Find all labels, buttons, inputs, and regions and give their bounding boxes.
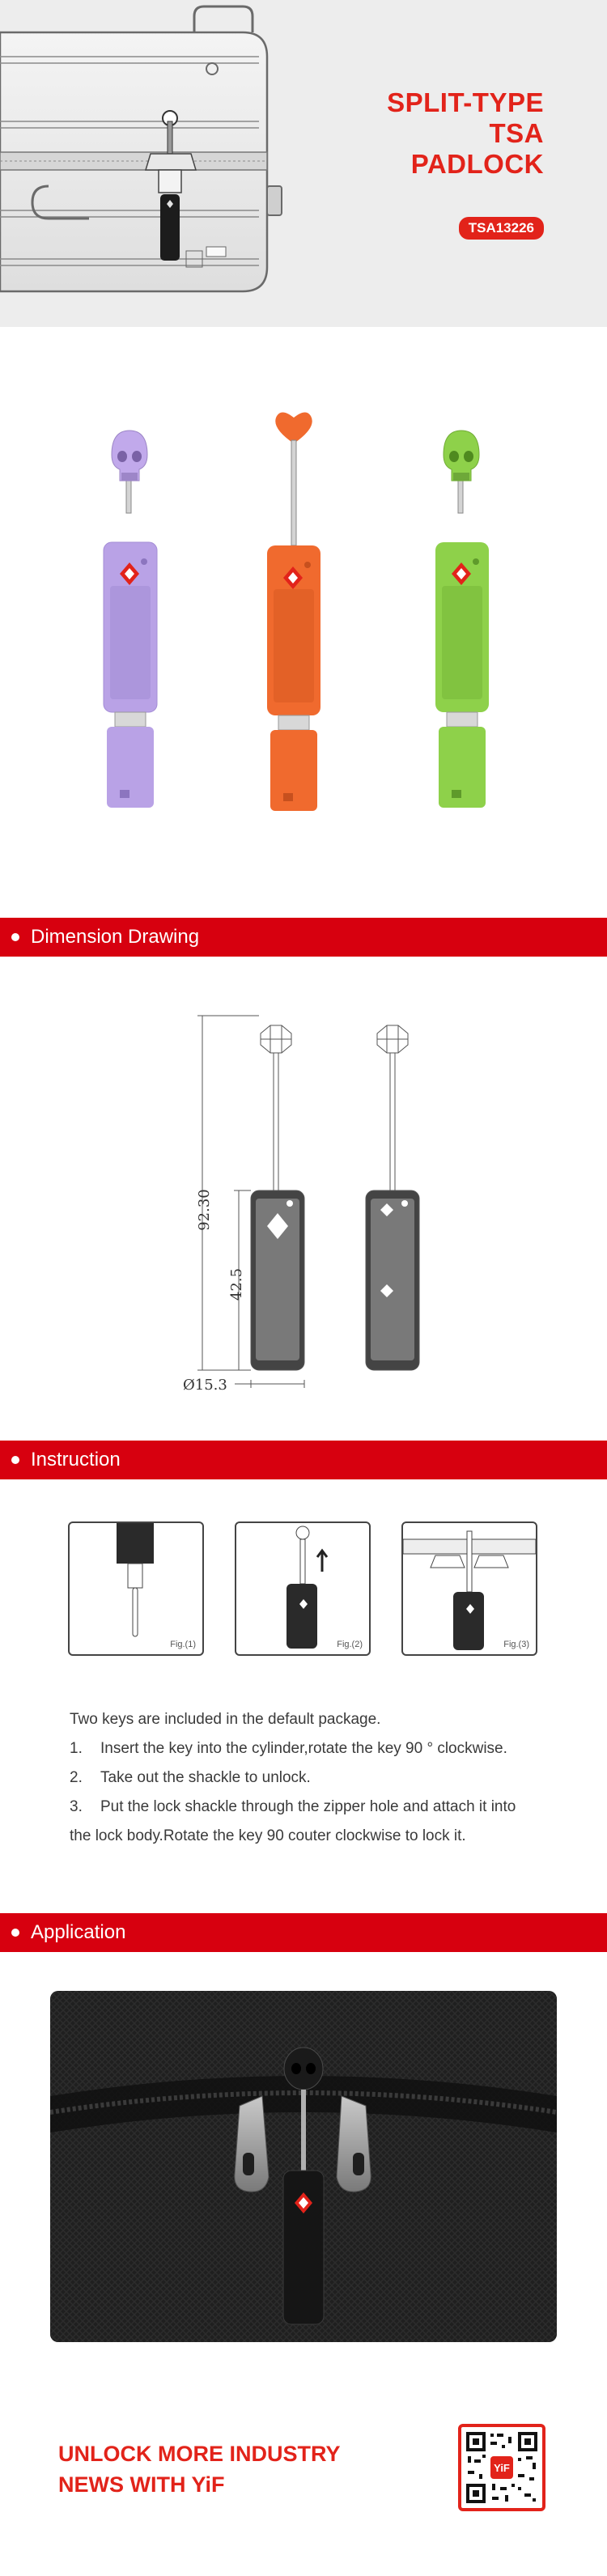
figure-1	[68, 1521, 204, 1656]
luggage-illustration	[0, 0, 372, 327]
instruction-text	[70, 1705, 555, 1851]
title-line-3: PADLOCK	[410, 149, 544, 179]
dimension-drawing	[0, 967, 607, 1437]
figure-caption: Fig.(3)	[503, 1640, 529, 1649]
footer-line-1: UNLOCK MORE INDUSTRY	[58, 2442, 341, 2466]
section-title: Instruction	[31, 1449, 121, 1470]
figure-caption: Fig.(2)	[337, 1640, 363, 1649]
instruction-step: 2. Take out the shackle to unlock.	[70, 1769, 311, 1786]
qr-code[interactable]	[458, 2424, 545, 2511]
hero-banner	[0, 0, 607, 327]
bullet-icon	[11, 1456, 19, 1464]
section-bar-application	[0, 1913, 607, 1952]
section-bar-dimension	[0, 918, 607, 957]
figure-caption: Fig.(1)	[170, 1640, 196, 1649]
instruction-intro: Two keys are included in the default package.	[70, 1711, 381, 1728]
application-photo	[50, 1991, 557, 2342]
title-line-2: TSA	[489, 118, 544, 148]
section-title: Application	[31, 1921, 126, 1943]
green-skull-lock	[435, 431, 489, 808]
instruction-step-continued: the lock body.Rotate the key 90 couter clockwise to lock it.	[70, 1827, 466, 1844]
section-bar-instruction	[0, 1441, 607, 1479]
orange-heart-lock	[267, 412, 320, 811]
diameter-label: Ø15.3	[183, 1377, 227, 1394]
qr-logo-label: YiF	[494, 2462, 510, 2474]
bullet-icon	[11, 1929, 19, 1937]
total-height-label: 92.30	[196, 1189, 213, 1231]
footer-tagline	[58, 2438, 341, 2500]
bullet-icon	[11, 933, 19, 941]
footer-line-2: NEWS WITH YiF	[58, 2472, 225, 2497]
instruction-step: 3. Put the lock shackle through the zipper hole and attach it into	[70, 1798, 516, 1815]
section-title: Dimension Drawing	[31, 926, 200, 948]
purple-skull-lock	[104, 431, 157, 808]
product-showcase	[0, 327, 607, 918]
title-line-1: SPLIT-TYPE	[387, 87, 544, 117]
instruction-figures	[0, 1521, 607, 1659]
body-height-label: 42.5	[228, 1267, 245, 1301]
figure-2	[235, 1521, 371, 1656]
model-badge: TSA13226	[459, 217, 544, 240]
instruction-step: 1. Insert the key into the cylinder,rotate the key 90 ° clockwise.	[70, 1740, 507, 1757]
figure-3	[401, 1521, 537, 1656]
page-title	[387, 87, 544, 180]
